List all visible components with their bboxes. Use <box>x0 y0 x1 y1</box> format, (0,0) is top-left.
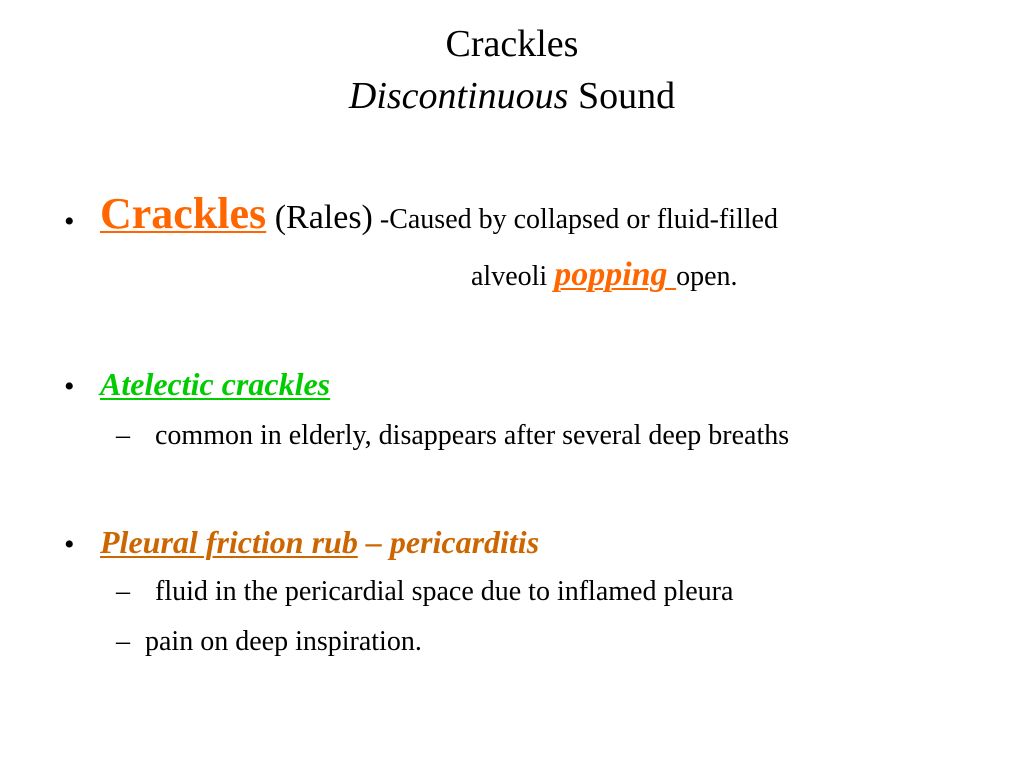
atelectic-crackles-term: Atelectic crackles <box>100 366 331 402</box>
pericarditis-text: – pericarditis <box>357 524 540 560</box>
title-sound: Sound <box>568 75 676 117</box>
atelectic-sub-bullet: common in elderly, disappears after several deep breaths <box>155 420 790 451</box>
bullet-crackles <box>100 188 778 239</box>
open-text: open. <box>676 261 738 292</box>
pleural-sub-bullet-2: pain on deep inspiration. <box>145 626 422 657</box>
title-discontinuous: Discontinuous <box>348 75 569 117</box>
sub-bullet-dash: – <box>116 576 130 607</box>
pleural-friction-rub-term: Pleural friction rub <box>100 524 358 560</box>
bullet-marker: • <box>64 370 75 403</box>
crackles-description: -Caused by collapsed or fluid-filled <box>372 204 778 235</box>
rales-text: (Rales) <box>266 199 373 236</box>
bullet-crackles-line-2 <box>471 256 738 294</box>
alveoli-text: alveoli <box>471 261 555 292</box>
sub-bullet-dash: – <box>116 626 130 657</box>
bullet-marker: • <box>64 205 75 238</box>
sub-bullet-dash: – <box>116 420 130 451</box>
pleural-sub-bullet-1: fluid in the pericardial space due to inflamed pleura <box>155 576 734 607</box>
bullet-marker: • <box>64 528 75 561</box>
title-line-1: Crackles <box>445 23 579 65</box>
title-line-2 <box>0 70 1024 122</box>
crackles-term: Crackles <box>100 189 267 238</box>
slide-title <box>0 18 1024 122</box>
popping-term: popping <box>554 256 677 293</box>
bullet-pleural <box>100 524 539 561</box>
